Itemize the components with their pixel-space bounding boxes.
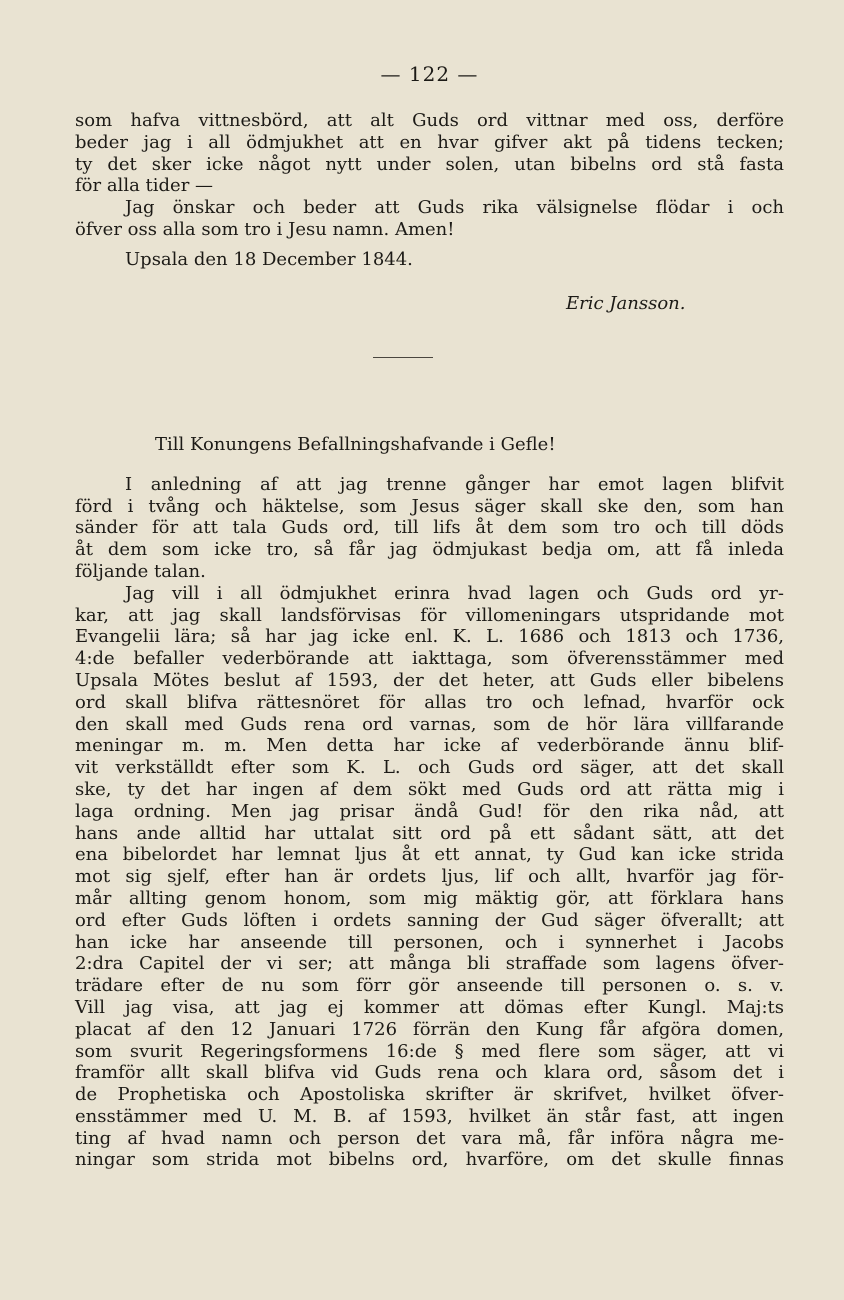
signature: Eric Jansson. [566, 292, 686, 314]
text-line: hans ande alltid har uttalat sitt ord på ett sådant sätt, att det [75, 822, 784, 844]
text-line: vit verkställdt efter som K. L. och Guds ord säger, att det skall [75, 757, 784, 779]
text-line: den skall med Guds rena ord varnas, som de hör lära villfarande [75, 713, 784, 735]
text-line: han icke har anseende till personen, och i synnerhet i Jacobs [75, 931, 784, 953]
text-line: Vill jag visa, att jag ej kommer att dömas efter Kungl. Maj:ts [75, 996, 784, 1018]
text-line: ningar som strida mot bibelns ord, hvarföre, om det skulle finnas [75, 1149, 784, 1171]
text-line: 4:de befaller vederbörande att iakttaga, som öfverensstämmer med [75, 648, 784, 670]
text-line: ord skall blifva rättesnöret för allas tro och lefnad, hvarför ock [75, 691, 784, 713]
paragraph-2 [75, 197, 784, 241]
text-line: ensstämmer med U. M. B. af 1593, hvilket än står fast, att ingen [75, 1105, 784, 1127]
text-line: som hafva vittnesbörd, att alt Guds ord vittnar med oss, derföre [75, 110, 784, 131]
text-line: laga ordning. Men jag prisar ändå Gud! för den rika nåd, att [75, 800, 784, 822]
place-date: Upsala den 18 December 1844. [125, 248, 413, 270]
text-line: öfver oss alla som tro i Jesu namn. Amen! [75, 218, 455, 240]
page-number: — 122 — [380, 62, 479, 86]
text-line: som svurit Regeringsformens 16:de § med flere som säger, att vi [75, 1040, 784, 1062]
text-line: kar, att jag skall landsförvisas för villomeningars utspridande mot [75, 604, 784, 626]
paragraph-3 [75, 474, 784, 583]
text-line: meningar m. m. Men detta har icke af vederbörande ännu blif- [75, 735, 784, 757]
section-divider [373, 357, 433, 358]
text-line: 2:dra Capitel der vi ser; att många bli straffade som lagens öfver- [75, 953, 784, 975]
text-line: ord efter Guds löften i ordets sanning der Gud säger öfverallt; att [75, 909, 784, 931]
text-line: de Prophetiska och Apostoliska skrifter är skrifvet, hvilket öfver- [75, 1084, 784, 1106]
text-line: åt dem som icke tro, så får jag ödmjukast bedja om, att få inleda [75, 539, 784, 561]
text-line: sänder för att tala Guds ord, till lifs åt dem som tro och till döds [75, 517, 784, 539]
text-line: förd i tvång och häktelse, som Jesus säger skall ske den, som han [75, 495, 784, 517]
text-line: för alla tider — [75, 175, 214, 197]
text-line: ske, ty det har ingen af dem sökt med Guds ord att rätta mig i [75, 778, 784, 800]
paragraph-1 [75, 110, 784, 197]
text-line: ting af hvad namn och person det vara må, får införa några me- [75, 1127, 784, 1149]
text-line: ena bibelordet har lemnat ljus åt ett annat, ty Gud kan icke strida [75, 844, 784, 866]
text-line: följande talan. [75, 560, 206, 582]
address-heading: Till Konungens Befallningshafvande i Gefle! [155, 433, 556, 455]
text-line: ty det sker icke något nytt under solen, utan bibelns ord stå fasta [75, 153, 784, 175]
paragraph-4 [75, 583, 784, 1172]
text-line: placat af den 12 Januari 1726 förrän den Kung får afgöra domen, [75, 1018, 784, 1040]
text-line: framför allt skall blifva vid Guds rena och klara ord, såsom det i [75, 1062, 784, 1084]
text-line: mår allting genom honom, som mig mäktig gör, att förklara hans [75, 887, 784, 909]
text-line: Upsala Mötes beslut af 1593, der det heter, att Guds eller bibelens [75, 669, 784, 691]
text-line: beder jag i all ödmjukhet att en hvar gifver akt på tidens tecken; [75, 131, 784, 153]
text-line: Evangelii lära; så har jag icke enl. K. L. 1686 och 1813 och 1736, [75, 626, 784, 648]
text-line: I anledning af att jag trenne gånger har emot lagen blifvit [125, 473, 784, 495]
text-line: trädare efter de nu som förr gör anseende till personen o. s. v. [75, 975, 784, 997]
text-line: mot sig sjelf, efter han är ordets ljus, lif och allt, hvarför jag för- [75, 866, 784, 888]
text-line: Jag önskar och beder att Guds rika välsignelse flödar i och [125, 197, 784, 219]
text-line: Jag vill i all ödmjukhet erinra hvad lagen och Guds ord yr- [125, 582, 784, 604]
